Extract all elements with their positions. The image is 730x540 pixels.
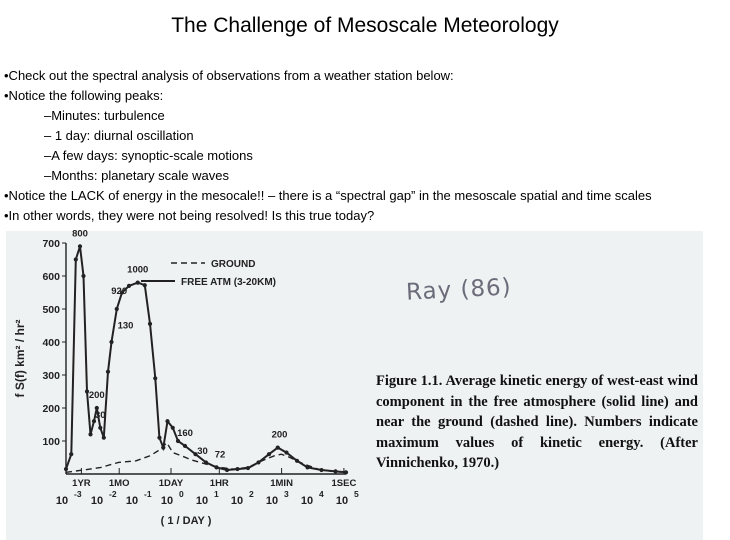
x-tick-exponent: 1 — [214, 489, 219, 499]
y-tick-label: 200 — [42, 403, 60, 415]
y-tick-label: 700 — [42, 238, 60, 250]
x-tick-exponent: 0 — [179, 489, 184, 499]
data-point — [276, 446, 280, 450]
sub-bullet-item: –A few days: synoptic-scale motions — [44, 148, 253, 163]
sub-bullet-item: –Months: planetary scale waves — [44, 168, 229, 183]
x-tick-exponent: 2 — [249, 489, 254, 499]
data-point — [256, 460, 260, 464]
bullet-list — [4, 66, 720, 226]
data-point — [127, 284, 131, 288]
peak-annotation: 72 — [214, 449, 226, 461]
peak-annotation: 160 — [177, 427, 193, 439]
data-point — [284, 450, 288, 454]
legend-free-label: FREE ATM (3-20KM) — [181, 277, 276, 288]
data-point — [136, 281, 140, 285]
data-point — [171, 426, 175, 430]
x-tick-label: 10 — [90, 495, 104, 507]
data-point — [109, 340, 113, 344]
time-marker-label: 1SEC — [331, 478, 357, 489]
data-point — [344, 470, 348, 474]
data-point — [81, 274, 85, 278]
x-tick-label: 10 — [125, 495, 139, 507]
sub-bullet-item: –Minutes: turbulence — [44, 108, 165, 123]
peak-annotation: 130 — [117, 320, 134, 332]
x-tick-exponent: -1 — [144, 489, 152, 499]
data-point — [64, 467, 68, 471]
x-tick-label: 10 — [230, 495, 244, 507]
peak-annotation: 200 — [88, 390, 105, 401]
bullet-item: •Notice the LACK of energy in the mesocale!! – there is a “spectral gap” in the mesoscale spatial and time scales — [4, 188, 652, 203]
data-point — [183, 444, 187, 448]
x-tick-exponent: 4 — [319, 489, 324, 499]
spectrum-chart — [6, 228, 359, 540]
legend-ground-label: GROUND — [211, 259, 256, 270]
x-tick-label: 10 — [160, 495, 174, 507]
x-tick-exponent: 3 — [284, 489, 289, 499]
y-tick-label: 600 — [42, 271, 60, 283]
data-point — [153, 376, 157, 380]
data-point — [165, 419, 169, 423]
x-tick-label: 10 — [195, 495, 209, 507]
data-point — [106, 370, 110, 374]
peak-annotation: 200 — [271, 429, 288, 441]
spectrum-figure — [6, 228, 703, 540]
data-point — [176, 439, 180, 443]
y-tick-label: 300 — [42, 370, 60, 382]
bullet-item: •Check out the spectral analysis of observations from a weather station below: — [4, 68, 454, 83]
x-tick-label: 10 — [265, 495, 279, 507]
peak-annotation: 30 — [95, 409, 106, 421]
time-marker-label: 1DAY — [158, 478, 184, 489]
data-point — [102, 436, 106, 440]
x-tick-label: 10 — [55, 495, 69, 507]
data-point — [157, 436, 161, 440]
peak-annotation: 1000 — [127, 264, 149, 276]
x-axis-label: ( 1 / DAY ) — [160, 515, 212, 527]
peak-annotation: 920 — [111, 286, 128, 298]
x-tick-exponent: -3 — [74, 489, 82, 499]
time-marker-label: 1MIN — [270, 478, 293, 489]
data-point — [267, 452, 271, 456]
data-point — [148, 322, 152, 326]
data-point — [78, 244, 82, 248]
data-point — [115, 307, 119, 311]
time-marker-label: 1YR — [72, 478, 91, 489]
bullet-item: •Notice the following peaks: — [4, 88, 164, 103]
bullet-item: •In other words, they were not being resolved! Is this true today? — [4, 208, 375, 223]
x-tick-label: 10 — [300, 495, 314, 507]
data-point — [74, 257, 78, 261]
data-point — [98, 426, 102, 430]
data-point — [88, 432, 92, 436]
y-axis-label: f S(f) km² / hr² — [13, 319, 27, 398]
handwritten-note: Ray (86) — [405, 274, 513, 306]
peak-annotation: 30 — [197, 446, 208, 458]
peak-annotation: 800 — [72, 228, 88, 240]
time-marker-label: 1HR — [209, 478, 229, 489]
x-tick-exponent: 5 — [354, 489, 359, 499]
slide-title: The Challenge of Mesoscale Meteorology — [171, 14, 559, 37]
figure-caption: Figure 1.1. Average kinetic energy of west-east wind component in the free atmosphere (solid line) and near the ground (dashed line). Numbers indicate maximum values of kinetic energy. (After Vinnichenko, 1970.) — [376, 373, 698, 471]
x-tick-exponent: -2 — [109, 489, 117, 499]
data-point — [143, 283, 147, 287]
y-tick-label: 100 — [42, 436, 60, 448]
data-point — [69, 452, 73, 456]
y-tick-label: 400 — [42, 337, 60, 349]
x-tick-label: 10 — [335, 495, 349, 507]
sub-bullet-item: – 1 day: diurnal oscillation — [44, 128, 194, 143]
y-tick-label: 500 — [42, 304, 60, 316]
time-marker-label: 1MO — [108, 478, 130, 489]
